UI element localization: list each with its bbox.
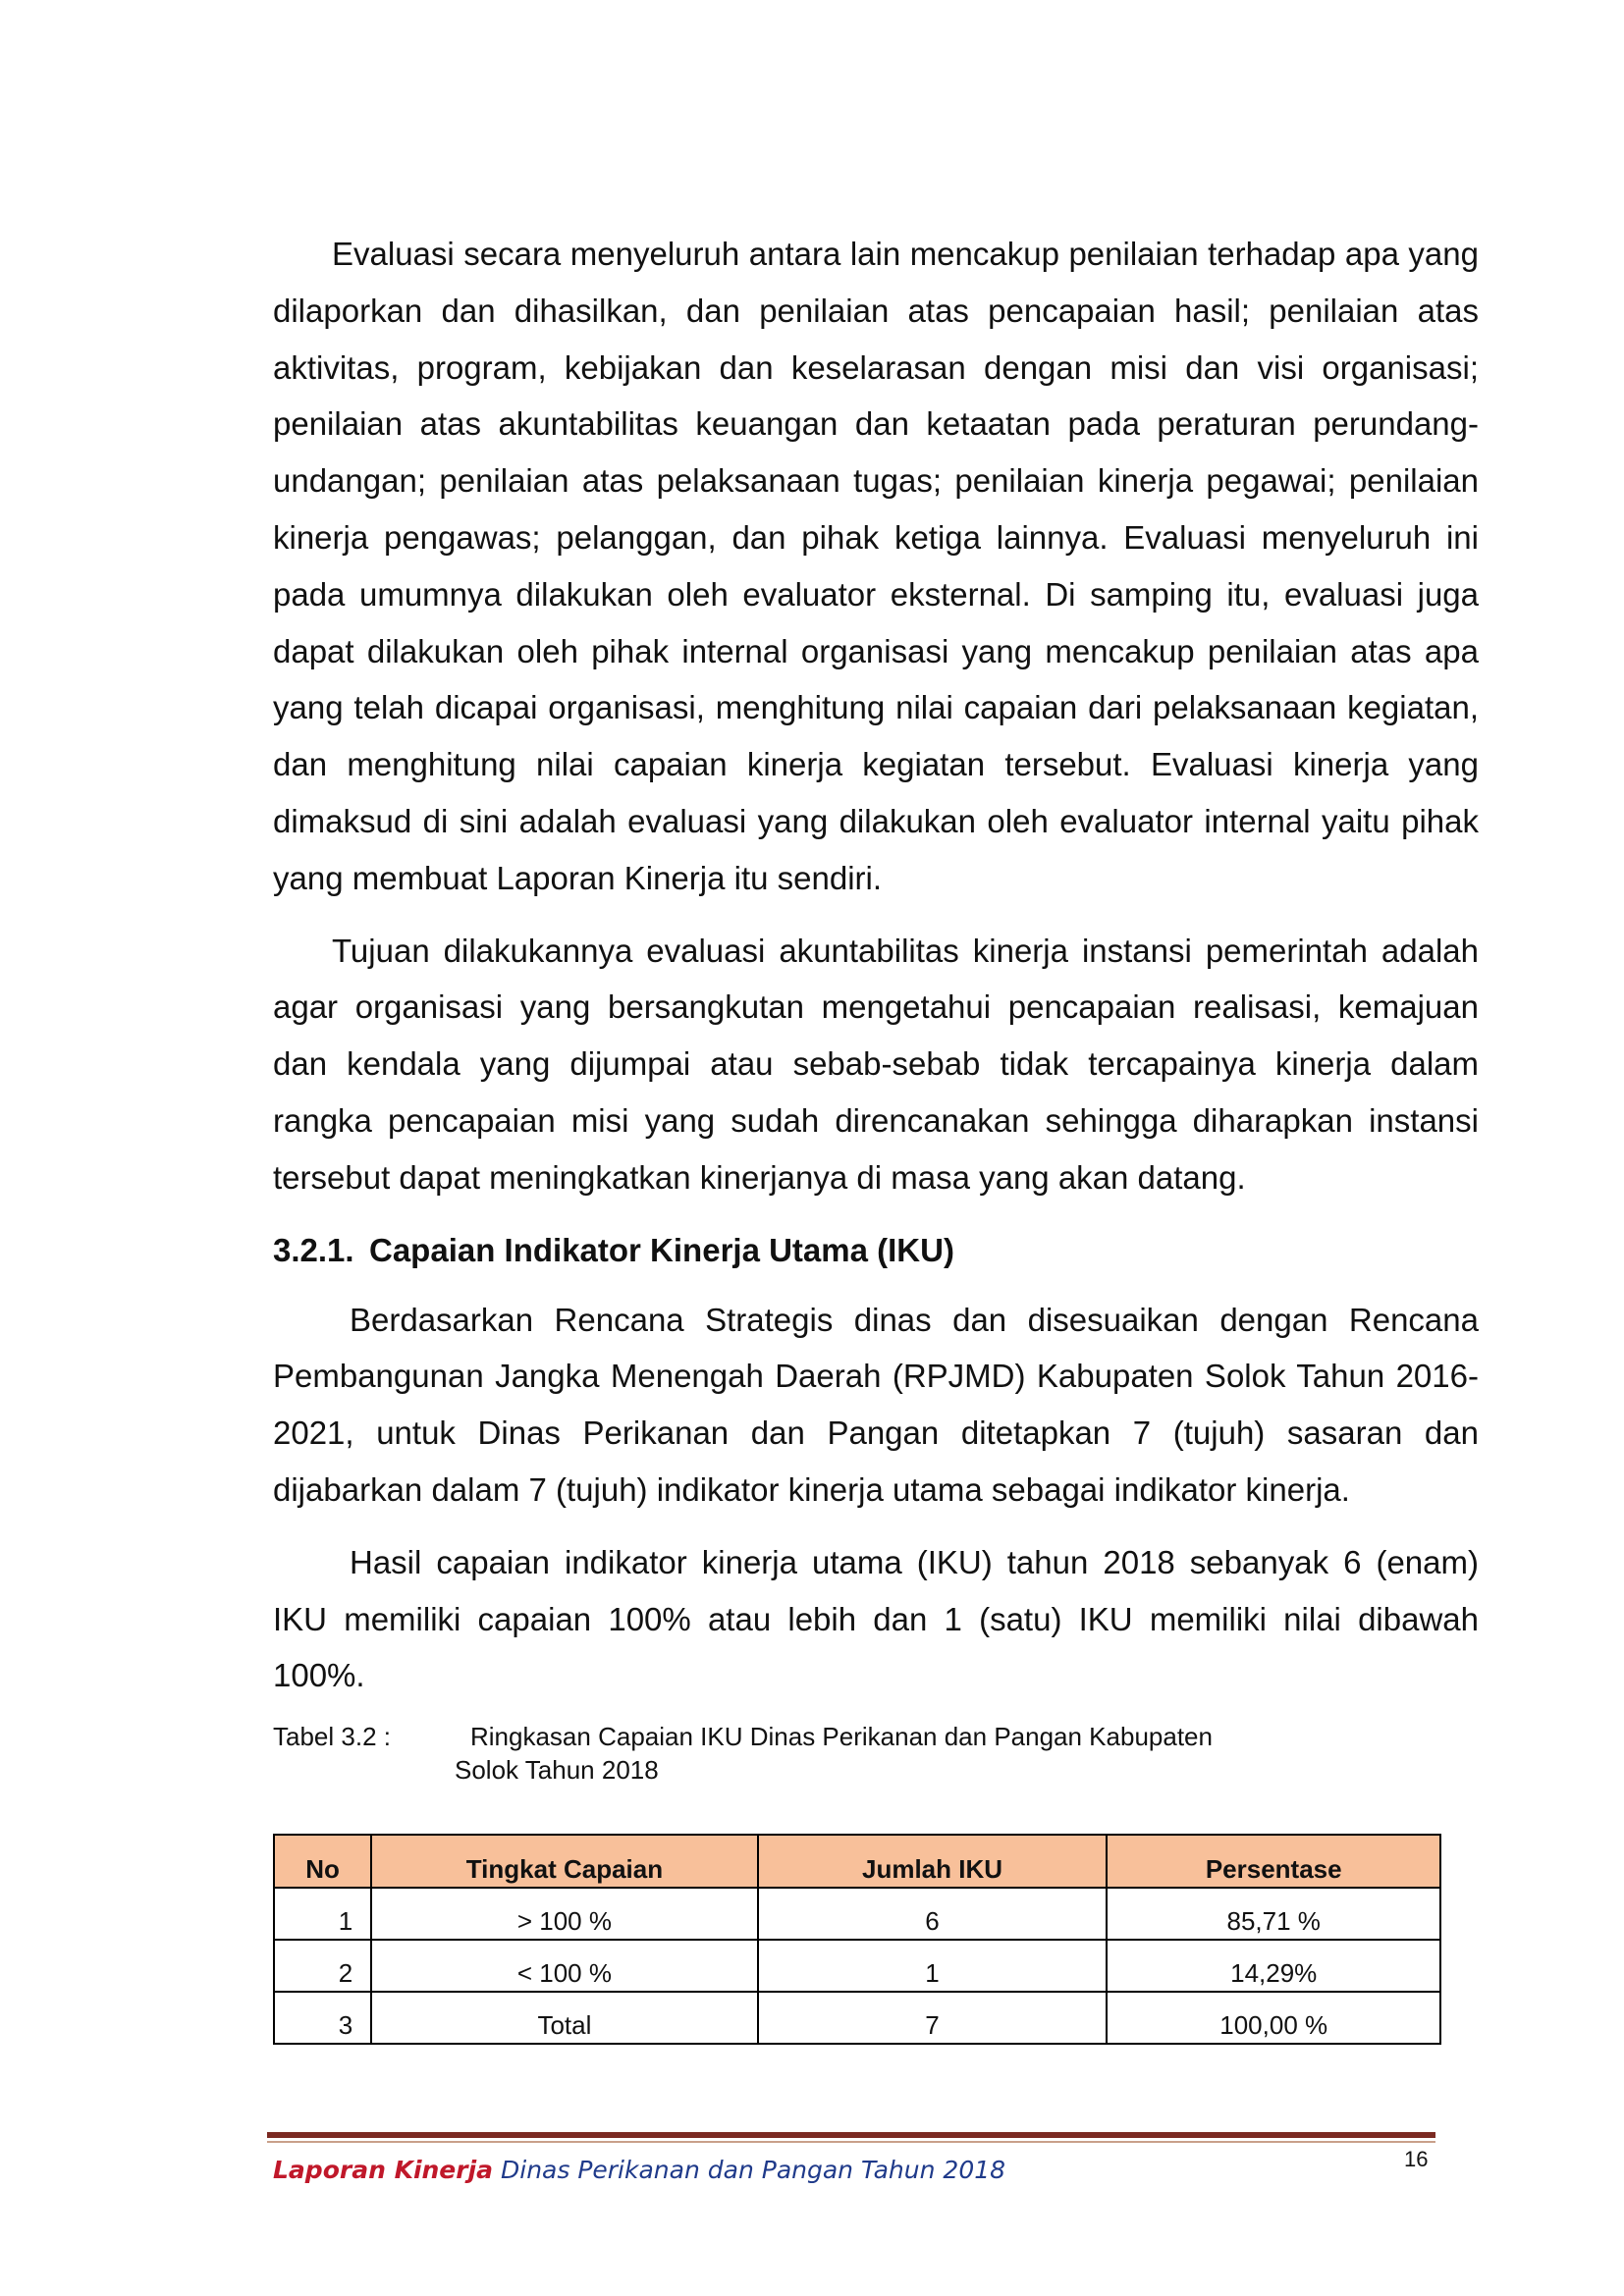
cell-tingkat-capaian: Total — [371, 1992, 757, 2044]
table-header-row — [274, 1835, 1440, 1888]
footer-divider-thin — [267, 2141, 1435, 2143]
page-content — [273, 226, 1479, 2045]
section-number: 3.2.1. — [273, 1231, 354, 1268]
header-jumlah-iku: Jumlah IKU — [758, 1835, 1108, 1888]
cell-no: 2 — [274, 1940, 371, 1992]
table-caption-line1: Ringkasan Capaian IKU Dinas Perikanan dan Pangan Kabupaten — [470, 1722, 1213, 1752]
section-title: Capaian Indikator Kinerja Utama (IKU) — [369, 1231, 954, 1268]
footer-divider — [267, 2132, 1435, 2138]
table-row — [274, 1940, 1440, 1992]
section-heading — [273, 1222, 1479, 1278]
table-caption-label: Tabel 3.2 : — [273, 1722, 391, 1752]
cell-tingkat-capaian: < 100 % — [371, 1940, 757, 1992]
footer-rest: Dinas Perikanan dan Pangan Tahun 2018 — [493, 2156, 1006, 2184]
header-tingkat-capaian: Tingkat Capaian — [371, 1835, 757, 1888]
footer-brand: Laporan Kinerja — [273, 2156, 494, 2184]
table-row — [274, 1992, 1440, 2044]
paragraph-renstra: Berdasarkan Rencana Strategis dinas dan disesuaikan dengan Rencana Pembangunan Jangka Menengah Daerah (RPJMD) Kabupaten Solok Tahun 2016-2021, untuk Dinas Perikanan dan Pangan ditetapkan 7 (tujuh) sasaran dan dijabarkan dalam 7 (tujuh) indikator kinerja utama sebagai indikator kinerja. — [273, 1301, 1479, 1508]
paragraph-hasil-capaian: Hasil capaian indikator kinerja utama (IKU) tahun 2018 sebanyak 6 (enam) IKU memiliki capaian 100% atau lebih dan 1 (satu) IKU memiliki nilai dibawah 100%. — [273, 1543, 1479, 1694]
paragraph-tujuan-evaluasi: Tujuan dilakukannya evaluasi akuntabilitas kinerja instansi pemerintah adalah agar organisasi yang bersangkutan mengetahui pencapaian realisasi, kemajuan dan kendala yang dijumpai atau sebab-sebab tidak tercapainya kinerja dalam rangka pencapaian misi yang sudah direncanakan sehingga diharapkan instansi tersebut dapat meningkatkan kinerjanya di masa yang akan datang. — [273, 932, 1479, 1196]
cell-no: 3 — [274, 1992, 371, 2044]
header-persentase: Persentase — [1107, 1835, 1440, 1888]
table-caption-line2: Solok Tahun 2018 — [455, 1755, 659, 1786]
header-no: No — [274, 1835, 371, 1888]
cell-persentase: 85,71 % — [1107, 1888, 1440, 1940]
table-caption — [273, 1720, 1479, 1790]
cell-persentase: 100,00 % — [1107, 1992, 1440, 2044]
cell-persentase: 14,29% — [1107, 1940, 1440, 1992]
page-number: 16 — [1404, 2147, 1429, 2171]
cell-no: 1 — [274, 1888, 371, 1940]
cell-jumlah-iku: 1 — [758, 1940, 1108, 1992]
paragraph-evaluasi-menyeluruh: Evaluasi secara menyeluruh antara lain mencakup penilaian terhadap apa yang dilaporkan dan dihasilkan, dan penilaian atas pencapaian hasil; penilaian atas aktivitas, program, kebijakan dan keselarasan dengan misi dan visi organisasi; penilaian atas akuntabilitas keuangan dan ketaatan pada peraturan perundang-undangan; penilaian atas pelaksanaan tugas; penilaian kinerja pegawai; penilaian kinerja pengawas; pelanggan, dan pihak ketiga lainnya. Evaluasi menyeluruh ini pada umumnya dilakukan oleh evaluator eksternal. Di samping itu, evaluasi juga dapat dilakukan oleh pihak internal organisasi yang mencakup penilaian atas apa yang telah dicapai organisasi, menghitung nilai capaian dari pelaksanaan kegiatan, dan menghitung nilai capaian kinerja kegiatan tersebut. Evaluasi kinerja yang dimaksud di sini adalah evaluasi yang dilakukan oleh evaluator internal yaitu pihak yang membuat Laporan Kinerja itu sendiri. — [273, 236, 1479, 896]
iku-summary-table — [273, 1834, 1441, 2045]
footer-title — [273, 2156, 1005, 2184]
cell-jumlah-iku: 6 — [758, 1888, 1108, 1940]
cell-tingkat-capaian: > 100 % — [371, 1888, 757, 1940]
cell-jumlah-iku: 7 — [758, 1992, 1108, 2044]
table-row — [274, 1888, 1440, 1940]
table-caption-text — [455, 1720, 1338, 1787]
